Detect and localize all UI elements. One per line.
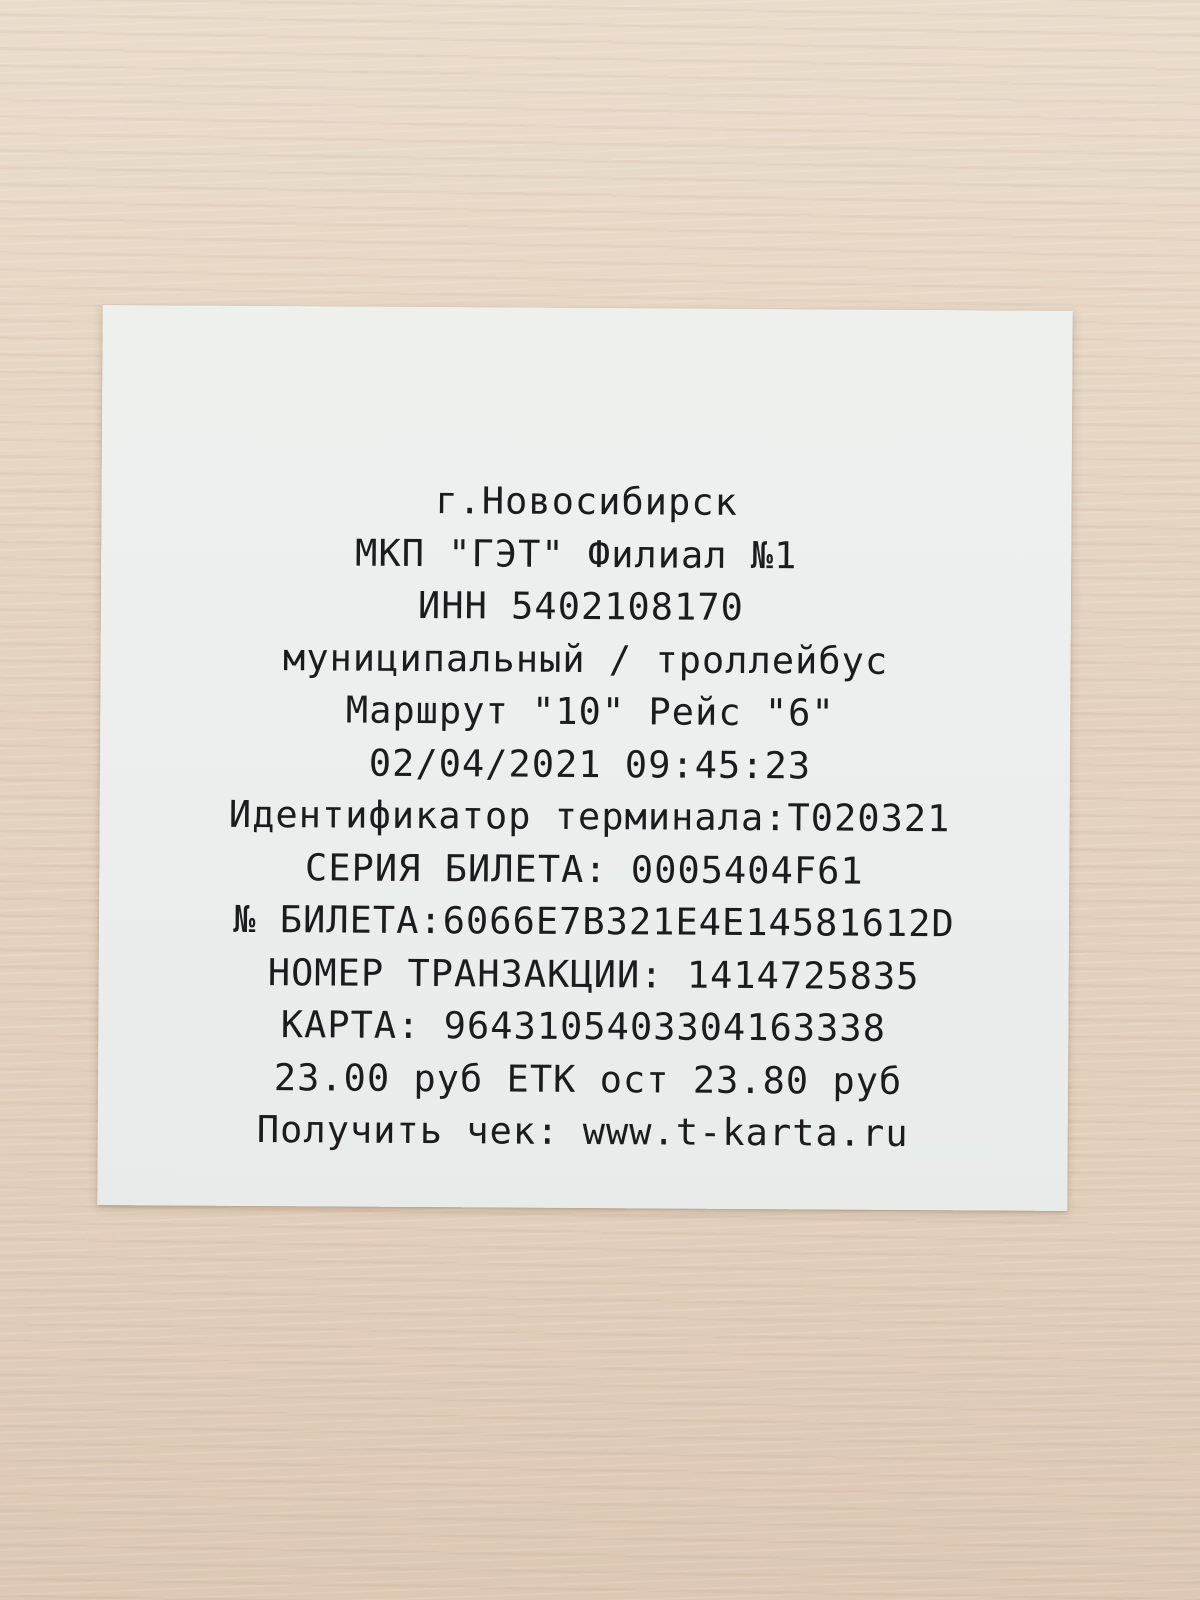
receipt-terminal-id: Идентификатор терминала:Т020321 — [228, 792, 951, 841]
receipt-ticket-number: № БИЛЕТА:6066E7B321E4E14581612D — [233, 897, 955, 946]
receipt-get-receipt-url: Получить чек: www.t-karta.ru — [256, 1108, 909, 1155]
receipt-transport-type: муниципальный / троллейбус — [282, 635, 889, 683]
receipt-printed-text — [98, 473, 1072, 1161]
receipt-fare-balance: 23.00 руб ЕТК ост 23.80 руб — [273, 1055, 903, 1103]
receipt-ticket-series: СЕРИЯ БИЛЕТА: 0005404F61 — [304, 845, 864, 893]
receipt-inn: ИНН 5402108170 — [417, 583, 744, 629]
receipt-datetime: 02/04/2021 09:45:23 — [368, 741, 812, 787]
receipt-route-trip: Маршрут "10" Рейс "6" — [345, 688, 835, 735]
receipt-transaction-number: НОМЕР ТРАНЗАКЦИИ: 1414725835 — [267, 950, 920, 998]
receipt-company: МКП "ГЭТ" Филиал №1 — [354, 531, 798, 577]
receipt-city: г.Новосибирск — [435, 479, 738, 524]
ticket-receipt — [97, 305, 1072, 1211]
receipt-card-number: КАРТА: 9643105403304163338 — [280, 1003, 887, 1050]
